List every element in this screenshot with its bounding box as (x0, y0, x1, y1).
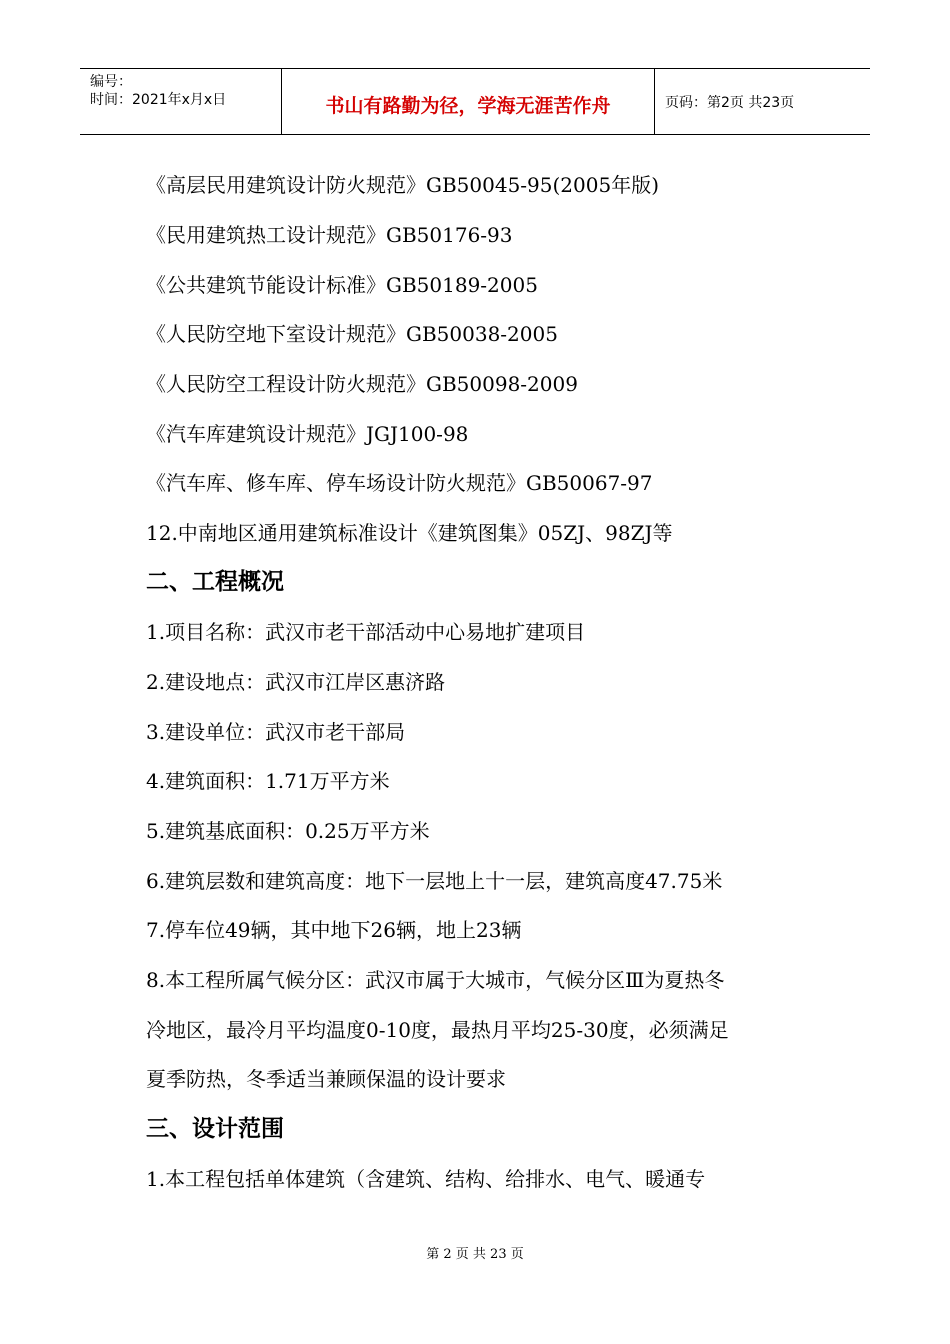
overview-item: 7.停车位49辆，其中地下26辆，地上23辆 (146, 918, 522, 942)
overview-item: 4.建筑面积：1.71万平方米 (146, 769, 390, 793)
page-header (80, 68, 870, 135)
reference-line: 《人民防空地下室设计规范》GB50038-2005 (146, 322, 558, 346)
section-heading: 三、设计范围 (146, 1116, 284, 1142)
scope-item: 1.本工程包括单体建筑（含建筑、结构、给排水、电气、暖通专 (146, 1167, 706, 1191)
overview-item: 2.建设地点：武汉市江岸区惠济路 (146, 670, 446, 694)
overview-item: 1.项目名称：武汉市老干部活动中心易地扩建项目 (146, 620, 586, 644)
overview-item: 3.建设单位：武汉市老干部局 (146, 720, 406, 744)
reference-line: 12.中南地区通用建筑标准设计《建筑图集》05ZJ、98ZJ等 (146, 521, 673, 545)
serial-label: 编号： (90, 74, 132, 90)
header-meta-cell (80, 69, 281, 134)
section-heading: 二、工程概况 (146, 569, 284, 595)
overview-item: 冷地区，最冷月平均温度0-10度，最热月平均25-30度，必须满足 (146, 1018, 729, 1042)
motto-text: 书山有路勤为径，学海无涯苦作舟 (325, 95, 611, 117)
reference-line: 《汽车库建筑设计规范》JGJ100-98 (146, 422, 469, 446)
reference-line: 《民用建筑热工设计规范》GB50176-93 (146, 223, 513, 247)
page-footer: 第 2 页 共 23 页 (426, 1247, 524, 1262)
reference-line: 《汽车库、修车库、停车场设计防火规范》GB50067-97 (146, 471, 653, 495)
overview-item: 夏季防热，冬季适当兼顾保温的设计要求 (146, 1067, 506, 1091)
reference-line: 《公共建筑节能设计标准》GB50189-2005 (146, 273, 538, 297)
header-motto-cell (281, 69, 655, 134)
date-label: 时间：2021年x月x日 (90, 92, 227, 108)
header-page-cell (655, 69, 870, 134)
overview-item: 8.本工程所属气候分区：武汉市属于大城市，气候分区Ⅲ为夏热冬 (146, 968, 725, 992)
reference-line: 《人民防空工程设计防火规范》GB50098-2009 (146, 372, 578, 396)
overview-item: 5.建筑基底面积：0.25万平方米 (146, 819, 430, 843)
reference-line: 《高层民用建筑设计防火规范》GB50045-95(2005年版) (146, 173, 660, 197)
overview-item: 6.建筑层数和建筑高度：地下一层地上十一层，建筑高度47.75米 (146, 869, 723, 893)
header-page-info: 页码：第2页 共23页 (665, 95, 795, 111)
